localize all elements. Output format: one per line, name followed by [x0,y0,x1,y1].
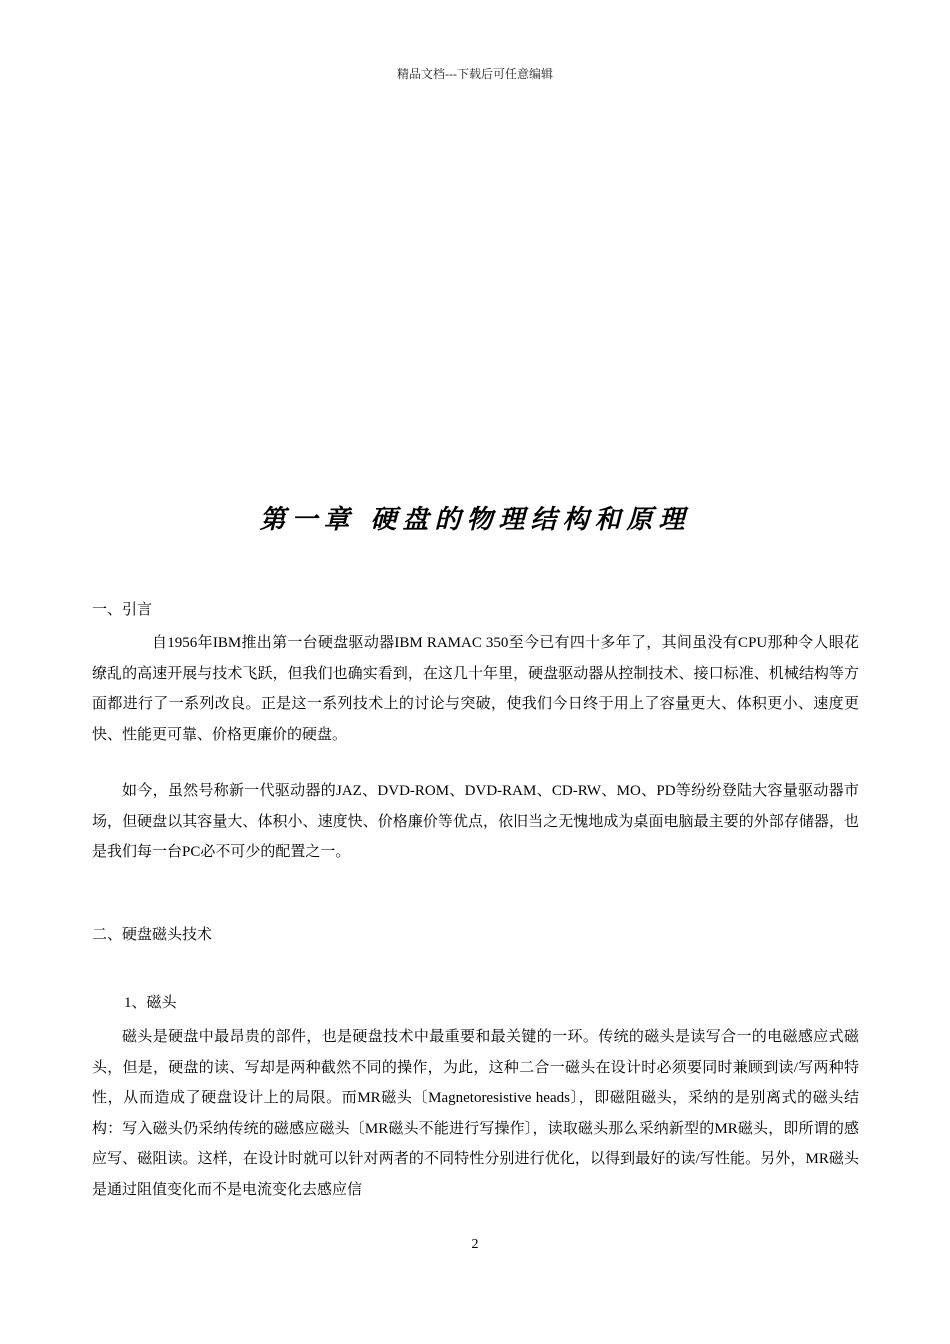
subsection-heading-head: 1、磁头 [124,995,177,1011]
page-header: 精品文档---下载后可任意编辑 [397,67,553,81]
section-heading-intro: 一、引言 [92,602,153,618]
intro-paragraph-2: 如今，虽然号称新一代驱动器的JAZ、DVD-ROM、DVD-RAM、CD-RW、MO、PD等纷纷登陆大容量驱动器市场，但硬盘以其容量大、体积小、速度快、价格廉价等优点，依旧当之无愧地成为桌面电脑最主要的外部存储器，也是我们每一台PC必不可少的配置之一。 [92,783,859,860]
intro-paragraph-1: 自1956年IBM推出第一台硬盘驱动器IBM RAMAC 350至今已有四十多年了，其间虽没有CPU那种令人眼花缭乱的高速开展与技术飞跃，但我们也确实看到，在这几十年里，硬盘驱动器从控制技术、接口标准、机械结构等方面都进行了一系列改良。正是这一系列技术上的讨论与突破，使我们今日终于用上了容量更大、体积更小、速度更快、性能更可靠、价格更廉价的硬盘。 [92,635,859,743]
page-number: 2 [471,1237,479,1252]
section-heading-head-tech: 二、硬盘磁头技术 [92,927,213,943]
chapter-title: 第一章 硬盘的物理结构和原理 [259,505,691,535]
head-paragraph-1: 磁头是硬盘中最昂贵的部件，也是硬盘技术中最重要和最关键的一环。传统的磁头是读写合一的电磁感应式磁头，但是，硬盘的读、写却是两种截然不同的操作，为此，这种二合一磁头在设计时必须要同时兼顾到读/写两种特性，从而造成了硬盘设计上的局限。而MR磁头〔Magnetoresistive heads〕，即磁阻磁头，采纳的是别离式的磁头结构：写入磁头仍采纳传统的磁感应磁头〔MR磁头不能进行写操作〕，读取磁头那么采纳新型的MR磁头，即所谓的感应写、磁阻读。这样，在设计时就可以针对两者的不同特性分别进行优化，以得到最好的读/写性能。另外，MR磁头是通过阻值变化而不是电流变化去感应信 [92,1029,859,1198]
